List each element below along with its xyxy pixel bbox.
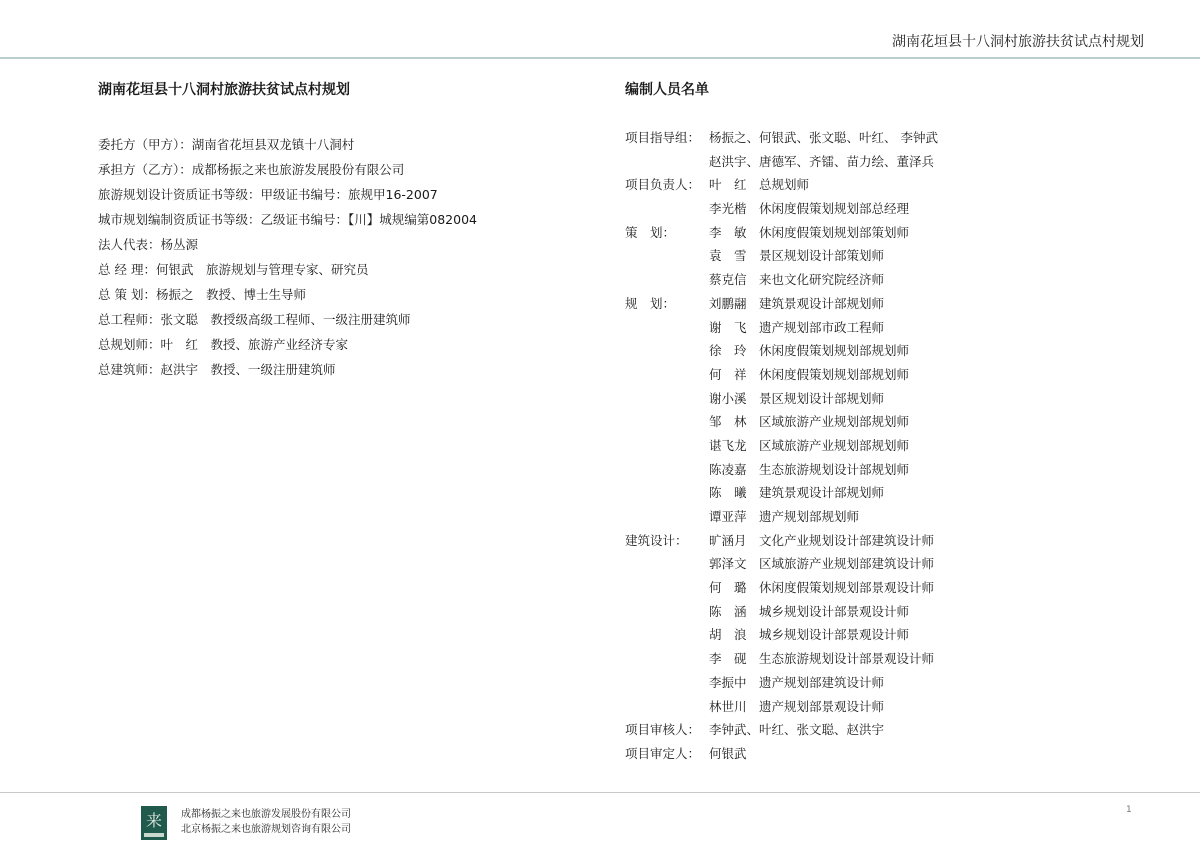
staff-role xyxy=(625,481,709,505)
staff-member: 陈 曦 建筑景观设计部规划师 xyxy=(709,485,885,501)
staff-role xyxy=(625,695,709,719)
footer-divider xyxy=(0,792,1200,793)
staff-member: 何 祥 休闲度假策划规划部规划师 xyxy=(709,366,910,382)
info-row-legal-rep: 法人代表：杨丛源 xyxy=(98,237,199,252)
staff-role xyxy=(625,339,709,363)
staff-row xyxy=(625,552,1165,576)
staff-member: 何银武 xyxy=(709,745,747,761)
staff-row xyxy=(625,600,1165,624)
staff-member: 刘鹏翮 建筑景观设计部规划师 xyxy=(709,295,885,311)
staff-row xyxy=(625,410,1165,434)
staff-role xyxy=(625,600,709,624)
staff-row xyxy=(625,197,1165,221)
project-info-list xyxy=(98,132,578,382)
staff-role xyxy=(625,363,709,387)
info-row-tourism-cert: 旅游规划设计资质证书等级：甲级证书编号：旅规甲16-2007 xyxy=(98,187,438,202)
staff-row xyxy=(625,505,1165,529)
staff-row xyxy=(625,695,1165,719)
info-row-chief-engineer: 总工程师：张文聪 教授级高级工程师、一级注册建筑师 xyxy=(98,312,411,327)
staff-column xyxy=(625,80,1165,766)
staff-row xyxy=(625,244,1165,268)
staff-row xyxy=(625,150,1165,174)
staff-member: 李振中 遗产规划部建筑设计师 xyxy=(709,674,885,690)
staff-role: 项目审核人： xyxy=(625,722,701,738)
staff-member: 李 敏 休闲度假策划规划部策划师 xyxy=(709,224,910,240)
staff-member: 蔡克信 来也文化研究院经济师 xyxy=(709,272,885,288)
staff-row xyxy=(625,363,1165,387)
staff-member: 林世川 遗产规划部景观设计师 xyxy=(709,698,885,714)
staff-member: 郭泽文 区域旅游产业规划部建筑设计师 xyxy=(709,556,935,572)
staff-role: 建筑设计： xyxy=(625,532,688,548)
staff-role xyxy=(625,458,709,482)
info-row-general-manager: 总 经 理：何银武 旅游规划与管理专家、研究员 xyxy=(98,262,369,277)
info-row-chief-architect: 总建筑师：赵洪宇 教授、一级注册建筑师 xyxy=(98,362,336,377)
staff-row xyxy=(625,647,1165,671)
staff-row xyxy=(625,529,1165,553)
staff-row xyxy=(625,221,1165,245)
staff-member: 陈凌嘉 生态旅游规划设计部规划师 xyxy=(709,461,910,477)
staff-member: 何 璐 休闲度假策划规划部景观设计师 xyxy=(709,580,935,596)
staff-member: 谢小溪 景区规划设计部规划师 xyxy=(709,390,885,406)
staff-member: 谢 飞 遗产规划部市政工程师 xyxy=(709,319,885,335)
staff-row xyxy=(625,387,1165,411)
page-number: 1 xyxy=(1126,805,1132,815)
logo-bar xyxy=(144,833,164,837)
staff-row xyxy=(625,173,1165,197)
staff-role: 策 划： xyxy=(625,224,676,240)
staff-member: 陈 涵 城乡规划设计部景观设计师 xyxy=(709,603,910,619)
staff-row xyxy=(625,671,1165,695)
staff-member: 徐 玲 休闲度假策划规划部规划师 xyxy=(709,343,910,359)
staff-member: 旷涵月 文化产业规划设计部建筑设计师 xyxy=(709,532,935,548)
footer-companies xyxy=(181,807,351,837)
staff-title: 编制人员名单 xyxy=(625,82,709,98)
staff-role xyxy=(625,150,709,174)
info-row-urban-cert: 城市规划编制资质证书等级：乙级证书编号：【川】城规编第082004 xyxy=(98,212,477,227)
project-info-column xyxy=(98,80,578,382)
staff-role xyxy=(625,671,709,695)
staff-row xyxy=(625,268,1165,292)
staff-row xyxy=(625,126,1165,150)
staff-role xyxy=(625,434,709,458)
staff-row xyxy=(625,742,1165,766)
staff-role xyxy=(625,647,709,671)
staff-member: 袁 雪 景区规划设计部策划师 xyxy=(709,248,885,264)
staff-row xyxy=(625,718,1165,742)
staff-row xyxy=(625,481,1165,505)
staff-role: 项目指导组： xyxy=(625,130,701,145)
staff-member: 谌飞龙 区域旅游产业规划部规划师 xyxy=(709,437,910,453)
staff-role xyxy=(625,505,709,529)
company-name-beijing: 北京杨振之来也旅游规划咨询有限公司 xyxy=(181,824,351,835)
staff-row xyxy=(625,576,1165,600)
staff-member: 邹 林 区域旅游产业规划部规划师 xyxy=(709,414,910,430)
staff-row xyxy=(625,458,1165,482)
staff-member: 叶 红 总规划师 xyxy=(709,177,810,193)
header-title: 湖南花垣县十八洞村旅游扶贫试点村规划 xyxy=(892,34,1144,50)
staff-member: 赵洪宇、唐德军、齐镭、苗力绘、董泽兵 xyxy=(709,153,935,169)
staff-role xyxy=(625,268,709,292)
staff-member: 李光楷 休闲度假策划规划部总经理 xyxy=(709,201,910,217)
staff-role: 项目审定人： xyxy=(625,745,701,761)
staff-role xyxy=(625,197,709,221)
staff-member: 李 砚 生态旅游规划设计部景观设计师 xyxy=(709,651,935,667)
staff-list xyxy=(625,126,1165,766)
staff-row xyxy=(625,292,1165,316)
staff-member: 李钟武、叶红、张文聪、赵洪宇 xyxy=(709,722,885,738)
staff-row xyxy=(625,316,1165,340)
company-logo xyxy=(141,806,167,840)
header-divider xyxy=(0,57,1200,59)
staff-role xyxy=(625,244,709,268)
staff-role xyxy=(625,410,709,434)
staff-role: 项目负责人： xyxy=(625,177,701,193)
info-row-contractor: 承担方（乙方）：成都杨振之来也旅游发展股份有限公司 xyxy=(98,162,405,177)
staff-row xyxy=(625,434,1165,458)
staff-role xyxy=(625,623,709,647)
staff-role xyxy=(625,387,709,411)
company-name-chengdu: 成都杨振之来也旅游发展股份有限公司 xyxy=(181,809,351,820)
staff-row xyxy=(625,339,1165,363)
staff-role xyxy=(625,316,709,340)
staff-row xyxy=(625,623,1165,647)
project-title: 湖南花垣县十八洞村旅游扶贫试点村规划 xyxy=(98,82,350,98)
logo-glyph: 来 xyxy=(145,811,162,830)
info-row-client: 委托方（甲方）：湖南省花垣县双龙镇十八洞村 xyxy=(98,137,355,152)
staff-role: 规 划： xyxy=(625,295,676,311)
staff-role xyxy=(625,552,709,576)
staff-member: 杨振之、何银武、张文聪、叶红、 李钟武 xyxy=(709,130,938,145)
staff-role xyxy=(625,576,709,600)
staff-member: 胡 浪 城乡规划设计部景观设计师 xyxy=(709,627,910,643)
staff-member: 谭亚萍 遗产规划部规划师 xyxy=(709,509,860,524)
info-row-chief-planning: 总规划师：叶 红 教授、旅游产业经济专家 xyxy=(98,337,349,352)
info-row-chief-planner: 总 策 划：杨振之 教授、博士生导师 xyxy=(98,287,306,302)
